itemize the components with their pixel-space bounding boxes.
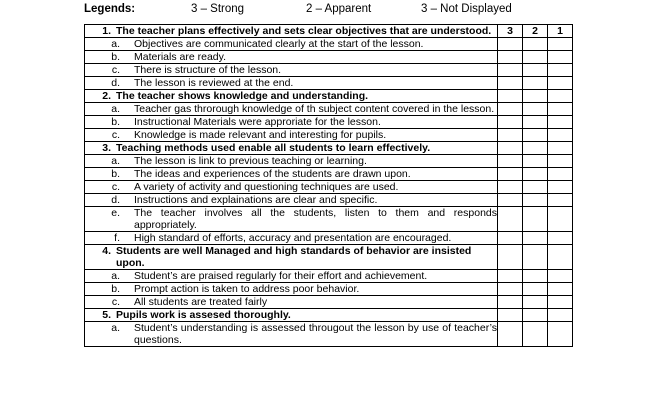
score-cell[interactable]	[498, 142, 523, 155]
score-cell[interactable]	[498, 322, 523, 347]
score-cell[interactable]	[548, 116, 573, 129]
score-cell[interactable]	[548, 103, 573, 116]
section-title: Teaching methods used enable all students to learn effectively.	[116, 142, 431, 154]
item-text: A variety of activity and questioning techniques are used.	[134, 181, 399, 193]
item-row	[85, 77, 573, 90]
section-heading	[85, 245, 498, 270]
score-cell[interactable]	[548, 38, 573, 51]
score-cell[interactable]	[548, 207, 573, 232]
section-row	[85, 142, 573, 155]
item-row	[85, 322, 573, 347]
score-cell[interactable]	[548, 129, 573, 142]
score-cell[interactable]	[498, 232, 523, 245]
item-letter: c.	[111, 129, 120, 141]
score-cell[interactable]	[523, 283, 548, 296]
item-text: Student’s are praised regularly for their effort and achievement.	[134, 270, 428, 282]
item-criterion	[85, 232, 498, 245]
score-cell[interactable]	[523, 296, 548, 309]
item-row	[85, 194, 573, 207]
section-heading	[85, 142, 498, 155]
score-cell[interactable]	[523, 155, 548, 168]
section-title: The teacher shows knowledge and understanding.	[116, 90, 369, 102]
section-title: The teacher plans effectively and sets clear objectives that are understood.	[116, 25, 492, 37]
score-cell[interactable]	[548, 168, 573, 181]
item-letter: b.	[111, 116, 120, 128]
item-criterion	[85, 38, 498, 51]
item-criterion	[85, 155, 498, 168]
item-criterion	[85, 77, 498, 90]
score-cell[interactable]	[523, 194, 548, 207]
item-letter: c.	[111, 64, 120, 76]
score-cell[interactable]	[498, 270, 523, 283]
section-number: 3.	[102, 142, 111, 154]
item-text: The lesson is link to previous teaching or learning.	[134, 155, 367, 167]
section-number: 4.	[102, 245, 111, 257]
score-cell[interactable]	[548, 270, 573, 283]
item-text: Objectives are communicated clearly at the start of the lesson.	[134, 38, 424, 50]
item-row	[85, 38, 573, 51]
item-row	[85, 51, 573, 64]
section-title: Pupils work is assesed thoroughly.	[116, 309, 291, 321]
item-letter: a.	[111, 322, 120, 334]
score-cell[interactable]	[498, 181, 523, 194]
score-cell[interactable]	[548, 64, 573, 77]
item-row	[85, 129, 573, 142]
score-header-1: 2	[523, 25, 548, 38]
section-number: 2.	[102, 90, 111, 102]
score-cell[interactable]	[498, 296, 523, 309]
score-cell[interactable]	[548, 90, 573, 103]
item-criterion	[85, 116, 498, 129]
item-text: There is structure of the lesson.	[134, 64, 282, 76]
score-cell[interactable]	[498, 309, 523, 322]
item-row	[85, 296, 573, 309]
score-cell[interactable]	[523, 38, 548, 51]
section-number: 1.	[102, 25, 111, 37]
score-cell[interactable]	[548, 296, 573, 309]
item-letter: f.	[114, 232, 120, 244]
score-cell[interactable]	[548, 322, 573, 347]
score-cell[interactable]	[548, 245, 573, 270]
score-cell[interactable]	[523, 64, 548, 77]
legend-apparent: 2 – Apparent	[306, 3, 372, 15]
legend-title: Legends:	[84, 3, 136, 15]
score-cell[interactable]	[523, 90, 548, 103]
score-cell[interactable]	[498, 155, 523, 168]
item-text: Prompt action is taken to address poor behavior.	[134, 283, 360, 295]
score-cell[interactable]	[523, 116, 548, 129]
item-criterion	[85, 168, 498, 181]
item-criterion	[85, 322, 498, 347]
score-cell[interactable]	[498, 116, 523, 129]
legend	[84, 3, 624, 19]
section-heading	[85, 25, 498, 38]
item-row	[85, 64, 573, 77]
item-letter: d.	[111, 77, 120, 89]
score-cell[interactable]	[523, 51, 548, 64]
score-cell[interactable]	[548, 309, 573, 322]
score-cell[interactable]	[548, 283, 573, 296]
score-cell[interactable]	[498, 38, 523, 51]
score-cell[interactable]	[523, 245, 548, 270]
item-text: Materials are ready.	[134, 51, 227, 63]
score-cell[interactable]	[548, 155, 573, 168]
score-cell[interactable]	[498, 129, 523, 142]
item-criterion	[85, 207, 498, 232]
score-cell[interactable]	[498, 168, 523, 181]
item-row	[85, 168, 573, 181]
item-letter: a.	[111, 38, 120, 50]
score-cell[interactable]	[523, 103, 548, 116]
item-criterion	[85, 270, 498, 283]
score-cell[interactable]	[498, 283, 523, 296]
item-criterion	[85, 181, 498, 194]
item-row	[85, 232, 573, 245]
item-text: The ideas and experiences of the students are drawn upon.	[134, 168, 411, 180]
item-row	[85, 116, 573, 129]
item-row	[85, 207, 573, 232]
item-criterion	[85, 283, 498, 296]
score-cell[interactable]	[523, 129, 548, 142]
score-cell[interactable]	[548, 232, 573, 245]
section-number: 5.	[102, 309, 111, 321]
item-text: Teacher gas throrough knowledge of th subject content covered in the lesson.	[134, 103, 495, 115]
item-letter: e.	[111, 207, 120, 219]
score-cell[interactable]	[498, 51, 523, 64]
score-header-0: 3	[498, 25, 523, 38]
score-cell[interactable]	[523, 232, 548, 245]
item-text: High standard of efforts, accuracy and presentation are encouraged.	[134, 232, 452, 244]
score-cell[interactable]	[523, 309, 548, 322]
item-letter: b.	[111, 283, 120, 295]
item-letter: c.	[111, 181, 120, 193]
section-row	[85, 309, 573, 322]
item-text: The teacher involves all the students, listen to them and responds appropriately.	[134, 207, 497, 231]
item-criterion	[85, 64, 498, 77]
score-cell[interactable]	[548, 194, 573, 207]
item-row	[85, 283, 573, 296]
item-criterion	[85, 194, 498, 207]
item-letter: b.	[111, 51, 120, 63]
score-cell[interactable]	[498, 194, 523, 207]
section-row	[85, 25, 573, 38]
legend-strong: 3 – Strong	[191, 3, 245, 15]
score-cell[interactable]	[548, 181, 573, 194]
score-cell[interactable]	[523, 181, 548, 194]
item-row	[85, 270, 573, 283]
item-letter: a.	[111, 270, 120, 282]
score-cell[interactable]	[523, 322, 548, 347]
item-letter: c.	[111, 296, 120, 308]
item-criterion	[85, 129, 498, 142]
item-letter: a.	[111, 103, 120, 115]
item-letter: b.	[111, 168, 120, 180]
item-text: Instructional Materials were approriate for the lesson.	[134, 116, 381, 128]
item-text: The lesson is reviewed at the end.	[134, 77, 294, 89]
item-criterion	[85, 51, 498, 64]
rubric-table	[84, 24, 573, 347]
score-cell[interactable]	[498, 90, 523, 103]
item-text: All students are treated fairly	[134, 296, 268, 308]
score-cell[interactable]	[498, 64, 523, 77]
score-cell[interactable]	[548, 77, 573, 90]
score-cell[interactable]	[498, 207, 523, 232]
section-title: Students are well Managed and high standards of behavior are insisted upon.	[116, 245, 472, 269]
score-cell[interactable]	[523, 142, 548, 155]
score-cell[interactable]	[548, 142, 573, 155]
section-row	[85, 245, 573, 270]
item-letter: a.	[111, 155, 120, 167]
score-cell[interactable]	[523, 168, 548, 181]
score-cell[interactable]	[498, 245, 523, 270]
legend-not-displayed: 3 – Not Displayed	[421, 3, 512, 15]
section-heading	[85, 90, 498, 103]
score-cell[interactable]	[548, 51, 573, 64]
score-header-2: 1	[548, 25, 573, 38]
section-heading	[85, 309, 498, 322]
score-cell[interactable]	[523, 77, 548, 90]
item-row	[85, 155, 573, 168]
item-criterion	[85, 103, 498, 116]
score-cell[interactable]	[523, 270, 548, 283]
item-text: Student’s understanding is assessed througout the lesson by use of teacher’s questions.	[134, 322, 497, 346]
item-letter: d.	[111, 194, 120, 206]
section-row	[85, 90, 573, 103]
score-cell[interactable]	[498, 103, 523, 116]
score-cell[interactable]	[498, 77, 523, 90]
score-cell[interactable]	[523, 207, 548, 232]
item-row	[85, 103, 573, 116]
item-text: Knowledge is made relevant and interesting for pupils.	[134, 129, 387, 141]
item-text: Instructions and explainations are clear and specific.	[134, 194, 378, 206]
item-criterion	[85, 296, 498, 309]
item-row	[85, 181, 573, 194]
